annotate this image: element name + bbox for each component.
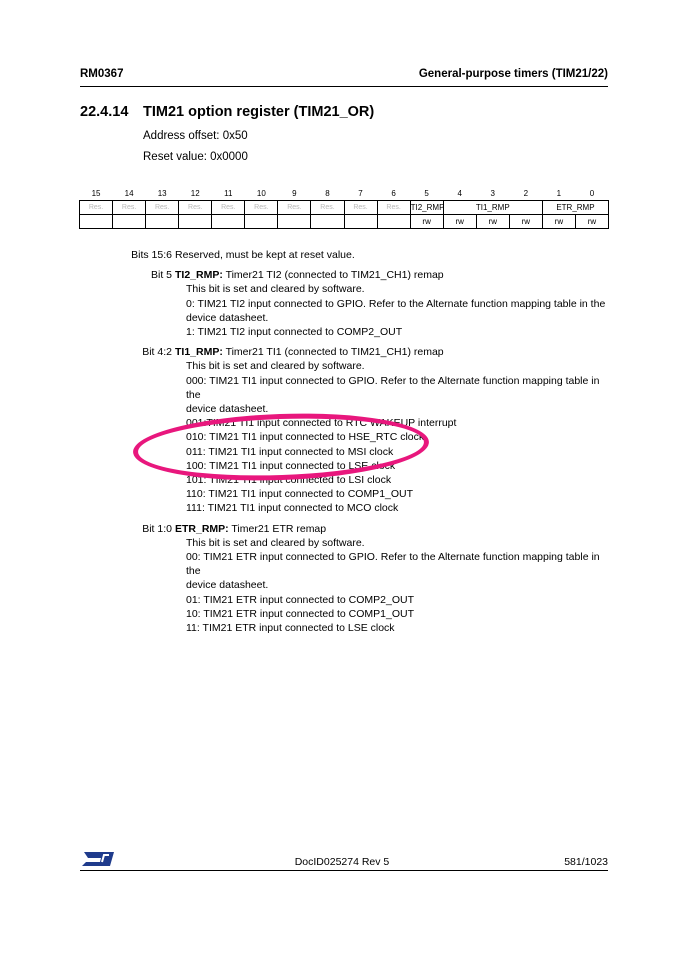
reserved-bit: Res. — [278, 201, 311, 215]
bit-number: 0 — [589, 189, 595, 198]
reserved-bit: Res. — [113, 201, 146, 215]
bit-number: 14 — [124, 189, 134, 198]
bit-description — [80, 522, 610, 636]
bit-number: 4 — [457, 189, 462, 198]
doc-code: RM0367 — [80, 68, 124, 80]
description-line: 010: TIM21 TI1 input connected to HSE_RTC clock — [186, 431, 425, 444]
register-field: TI2_RMP — [410, 201, 443, 215]
access-cell — [344, 215, 377, 229]
register-table — [79, 187, 609, 229]
reserved-bit: Res. — [311, 201, 344, 215]
description-line: 011: TIM21 TI1 input connected to MSI clock — [186, 445, 394, 458]
access-cell — [311, 215, 344, 229]
reserved-bit: Res. — [80, 201, 113, 215]
page-header — [80, 68, 608, 84]
access-cell — [179, 215, 212, 229]
section-title: TIM21 option register (TIM21_OR) — [143, 104, 375, 120]
reserved-bit: Res. — [377, 201, 410, 215]
field-name: TI2_RMP: — [175, 269, 223, 282]
bit-label: Bit 4:2 — [142, 346, 172, 359]
description-line: 01: TIM21 ETR input connected to COMP2_OUT — [186, 593, 414, 606]
bit-number: 15 — [91, 189, 101, 198]
description-line: device datasheet. — [186, 311, 269, 324]
access-cell — [80, 215, 113, 229]
description-line: 0: TIM21 TI2 input connected to GPIO. Refer to the Alternate function mapping table in the — [186, 297, 606, 310]
description-line: device datasheet. — [186, 579, 269, 592]
access-cell: rw — [410, 215, 443, 229]
register-field: TI1_RMP — [443, 201, 542, 215]
description-line: 101: TIM21 TI1 input connected to LSI clock — [186, 474, 392, 487]
field-summary: Timer21 TI2 (connected to TIM21_CH1) remap — [222, 269, 444, 282]
access-cell — [245, 215, 278, 229]
description-line: 111: TIM21 TI1 input connected to MCO clock — [186, 502, 399, 515]
bit-number: 5 — [424, 189, 429, 198]
description-line: device datasheet. — [186, 403, 269, 416]
description-line: 000: TIM21 TI1 input connected to GPIO. Refer to the Alternate function mapping table in the — [186, 374, 600, 401]
field-name: TI1_RMP: — [175, 346, 223, 359]
access-row — [80, 215, 609, 229]
description-line: 00: TIM21 ETR input connected to GPIO. Refer to the Alternate function mapping table in the — [186, 551, 600, 578]
field-summary: Timer21 TI1 (connected to TIM21_CH1) remap — [222, 346, 444, 359]
bit-number: 7 — [358, 189, 363, 198]
description-line: 001:TIM21 TI1 input connected to RTC WAKEUP interrupt — [186, 417, 457, 430]
address-offset: Address offset: 0x50 — [143, 130, 248, 142]
reserved-bit: Res. — [245, 201, 278, 215]
description-line: 10: TIM21 ETR input connected to COMP1_OUT — [186, 607, 414, 620]
access-cell — [146, 215, 179, 229]
description-line: This bit is set and cleared by software. — [186, 536, 365, 549]
doc-id: DocID025274 Rev 5 — [294, 856, 390, 868]
description-line: 110: TIM21 TI1 input connected to COMP1_OUT — [186, 488, 414, 501]
reserved-bit: Res. — [179, 201, 212, 215]
page-number: 581/1023 — [564, 856, 608, 868]
access-cell: rw — [542, 215, 575, 229]
field-row — [80, 201, 609, 215]
reserved-bit: Res. — [344, 201, 377, 215]
bit-description — [80, 248, 610, 262]
bit-description — [80, 268, 610, 339]
field-summary: Timer21 ETR remap — [228, 522, 327, 535]
description-line: Reserved, must be kept at reset value. — [175, 249, 355, 261]
register-field: ETR_RMP — [542, 201, 608, 215]
bit-number: 6 — [391, 189, 396, 198]
bit-number: 12 — [190, 189, 200, 198]
bit-number: 1 — [556, 189, 562, 198]
bit-number-row — [80, 187, 609, 201]
reset-value: Reset value: 0x0000 — [143, 151, 248, 163]
bit-number: 3 — [490, 189, 495, 198]
field-name: ETR_RMP: — [175, 522, 229, 535]
bit-number: 13 — [157, 189, 167, 198]
access-cell — [212, 215, 245, 229]
access-cell: rw — [443, 215, 476, 229]
footer-rule — [80, 870, 608, 871]
access-cell: rw — [476, 215, 509, 229]
section-number: 22.4.14 — [80, 104, 129, 120]
bit-number: 9 — [292, 189, 297, 198]
description-line: 100: TIM21 TI1 input connected to LSE clock — [186, 459, 396, 472]
description-line: This bit is set and cleared by software. — [186, 283, 365, 296]
access-cell: rw — [509, 215, 542, 229]
description-line: 11: TIM21 ETR input connected to LSE clock — [186, 622, 395, 635]
bit-number: 2 — [523, 189, 529, 198]
access-cell: rw — [575, 215, 608, 229]
description-line: This bit is set and cleared by software. — [186, 360, 365, 373]
bit-label: Bit 5 — [150, 269, 172, 282]
header-rule — [80, 86, 608, 87]
bit-number: 8 — [325, 189, 330, 198]
access-cell — [278, 215, 311, 229]
bit-number: 10 — [256, 189, 266, 198]
description-line: 1: TIM21 TI2 input connected to COMP2_OUT — [186, 326, 403, 339]
reserved-bit: Res. — [212, 201, 245, 215]
bit-number: 11 — [224, 189, 233, 198]
access-cell — [113, 215, 146, 229]
bit-label: Bit 1:0 — [142, 522, 172, 535]
reserved-bit: Res. — [146, 201, 179, 215]
bit-label: Bits 15:6 — [131, 249, 172, 261]
chapter-title: General-purpose timers (TIM21/22) — [418, 68, 608, 80]
access-cell — [377, 215, 410, 229]
